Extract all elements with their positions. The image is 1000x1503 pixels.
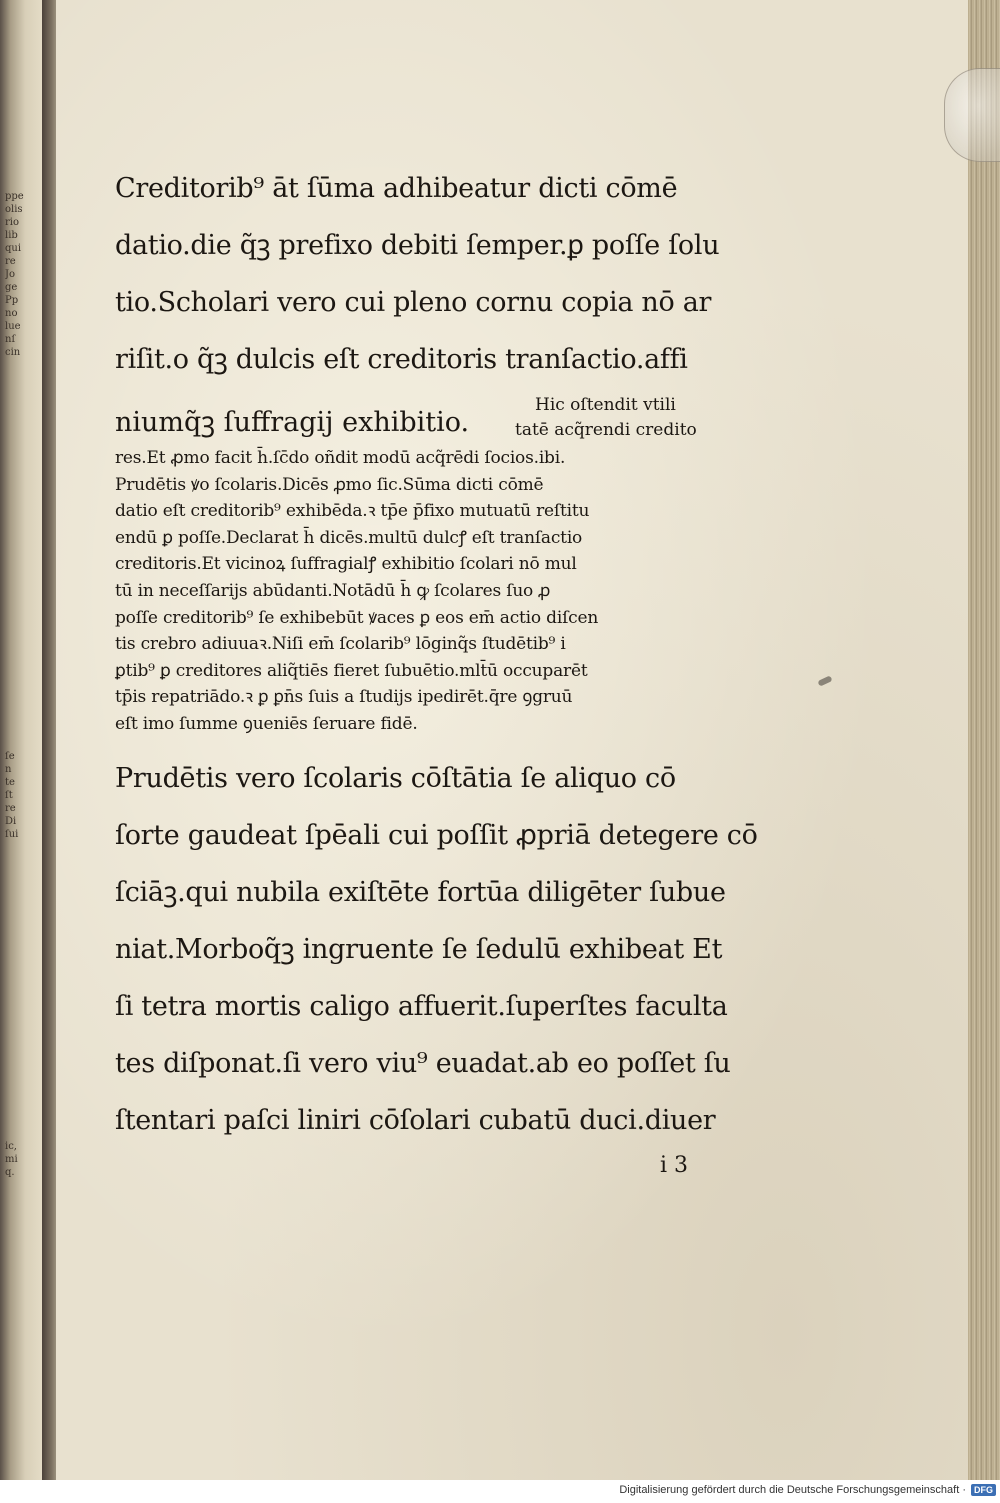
dfg-logo-icon: DFG (971, 1484, 996, 1496)
gloss-line: res.Et ꝓmo facit h̄.ſc̄do oñdit modū acq̃rēdi ſocios.ibi. (115, 448, 566, 468)
facing-page-fragment-top: ppe olis rio lib qui re Jo ge Pp no lue nſ cin (5, 191, 24, 358)
gloss-line: poſſe creditorib⁹ ſe exhibebūt ꝟaces ꝑ eos em̄ actio diſcen (115, 607, 599, 628)
main-text-line: riſit.o q̃ꝫ dulcis eſt creditoris tranſactio.affi (115, 344, 688, 375)
main-text-line: Prudētis vero ſcolaris cōſtātia ſe aliquo cō (115, 762, 676, 794)
gloss-side-text: Hic oſtendit vtili (535, 395, 676, 415)
facing-page-fragment-middle: ſe n te ſt re Di ſui (5, 751, 19, 840)
gloss-heading (115, 388, 745, 445)
gloss-line: tū in neceſſarijs abūdanti.Notādū h̄ ꝙ ſcolares ſuo ꝓ (115, 580, 551, 601)
main-text-line: niumq̃ꝫ ſuffragij exhibitio. (115, 407, 470, 438)
main-text-line: ſorte gaudeat ſpēali cui poſſit ꝓpriā detegere cō (115, 819, 758, 851)
main-text-line: ſi tetra mortis caligo affuerit.ſuperſtes faculta (115, 990, 728, 1022)
gloss-line: endū ꝑ poſſe.Declarat h̄ dicēs.multū dulcꝭ eſt tranſactio (115, 527, 583, 548)
gloss-line: tp̄is repatriādo.ꝛ ꝑ ꝑn̄s ſuis a ſtudijs ipedirēt.q̄re ꝯgruū (115, 687, 573, 708)
funding-credit: Digitalisierung gefördert durch die Deutsche Forschungsgemeinschaft · (619, 1484, 966, 1496)
gloss-line: tis crebro adiuuaꝛ.Niſi em̄ ſcolarib⁹ lōginq̃s ſtudētib⁹ i (115, 634, 566, 655)
facing-page-edge (0, 0, 42, 1480)
main-text-line: datio.die q̃ꝫ prefixo debiti ſemper.ꝑ poſſe ſolu (115, 230, 720, 261)
gloss-line: eſt imo ſumme ꝯueniēs ſeruare fidē. (115, 713, 418, 734)
main-text-line: tio.Scholari vero cui pleno cornu copia nō ar (115, 287, 712, 318)
gloss-line: creditoris.Et vicinoꝝ ſuffragialꝭ exhibitio ſcolari nō mul (115, 554, 577, 575)
text-block (115, 160, 758, 1149)
spacer (115, 738, 745, 750)
page-clasp-icon (944, 68, 1000, 162)
gloss-line: ꝑtib⁹ ꝑ creditores aliq̃tiēs fieret ſubuētio.mlt̄ū occuparēt (115, 660, 588, 681)
gloss-line: datio eſt creditorib⁹ exhibēda.ꝛ tp̄e p̄fixo mutuatū reſtitu (115, 501, 590, 522)
signature-mark: i 3 (660, 1153, 689, 1178)
page-fore-edge (968, 0, 1000, 1480)
main-text-line: niat.Morboq̃ꝫ ingruente ſe ſedulū exhibeat Et (115, 933, 723, 965)
facing-page-fragment-bottom: ic, mi q. (5, 1141, 18, 1178)
gloss-side-text: tatē acq̃rendi credito (515, 420, 697, 440)
main-text-line: ſciāꝫ.qui nubila exiſtēte fortūa diligēter ſubue (115, 876, 726, 908)
gloss-line: Prudētis ꝟo ſcolaris.Dicēs ꝓmo ſic.Sūma dicti cōmē (115, 474, 544, 495)
main-text-line: ſtentari paſci liniri cōſolari cubatū duci.diuer (115, 1104, 716, 1136)
main-text-line: tes diſponat.ſi vero viu⁹ euadat.ab eo poſſet ſu (115, 1047, 731, 1079)
main-text-line: Creditorib⁹ āt ſūma adhibeatur dicti cōmē (115, 173, 678, 204)
